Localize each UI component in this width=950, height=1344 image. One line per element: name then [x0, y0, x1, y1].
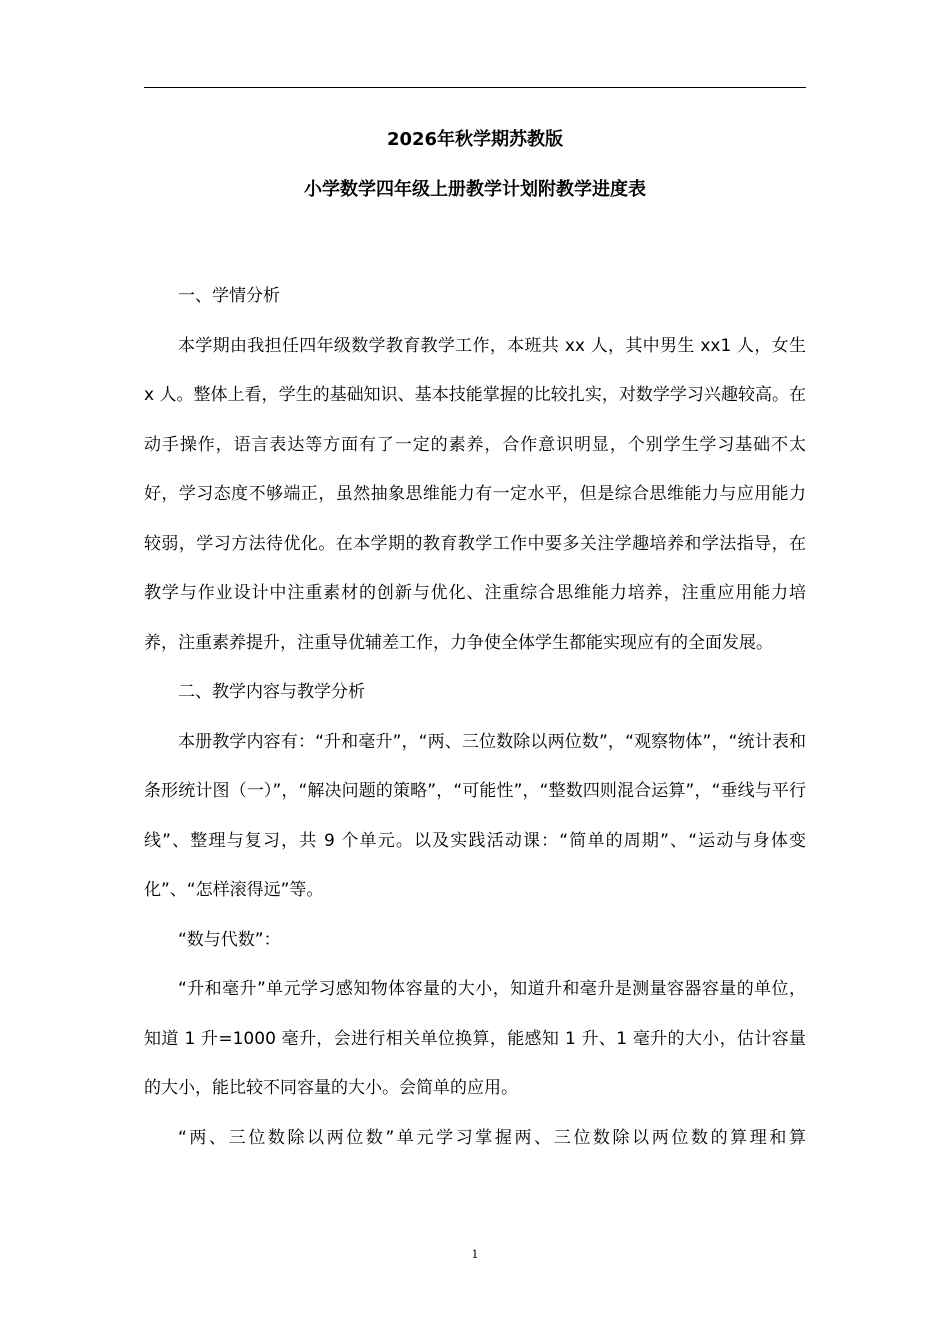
paragraph-unit-division: “两、三位数除以两位数”单元学习掌握两、三位数除以两位数的算理和算: [178, 1127, 806, 1148]
document-title-line2: 小学数学四年级上册教学计划附教学进度表: [304, 179, 646, 200]
subsection-heading-number-algebra: “数与代数”：: [178, 929, 281, 950]
document-body: [144, 272, 806, 1163]
document-title-line1: 2026年秋学期苏教版: [386, 129, 564, 150]
header-rule: [144, 87, 806, 88]
section-heading-teaching-content: 二、教学内容与教学分析: [178, 682, 365, 702]
paragraph-learning-analysis: 本学期由我担任四年级数学教育教学工作，本班共 xx 人，其中男生 xx1 人，女生 x 人。整体上看，学生的基础知识、基本技能掌握的比较扎实，对数学学习兴趣较高。在动手操作，语言表达等方面有了一定的素养，合作意识明显，个别学生学习基础不太好，学习态度不够端正，虽然抽象思维能力有一定水平，但是综合思维能力与应用能力较弱，学习方法待优化。在本学期的教育教学工作中要多关注学趣培养和学法指导，在教学与作业设计中注重素材的创新与优化、注重综合思维能力培养，注重应用能力培养，注重素养提升，注重导优辅差工作，力争使全体学生都能实现应有的全面发展。: [144, 335, 807, 653]
paragraph-teaching-content: 本册教学内容有：“升和毫升”，“两、三位数除以两位数”，“观察物体”，“统计表和条形统计图（一）”，“解决问题的策略”，“可能性”，“整数四则混合运算”，“垂线与平行线”、整理与复习，共 9 个单元。以及实践活动课：“简单的周期”、“运动与身体变化”、“怎样滚得远”等。: [144, 731, 806, 900]
page-number: 1: [471, 1248, 479, 1261]
section-heading-learning-analysis: 一、学情分析: [178, 286, 280, 306]
paragraph-unit-liters-milliliters: “升和毫升”单元学习感知物体容量的大小，知道升和毫升是测量容器容量的单位，知道 1 升=1000 毫升，会进行相关单位换算，能感知 1 升、1 毫升的大小，估计容量的大小，能比较不同容量的大小。会简单的应用。: [144, 979, 806, 1098]
